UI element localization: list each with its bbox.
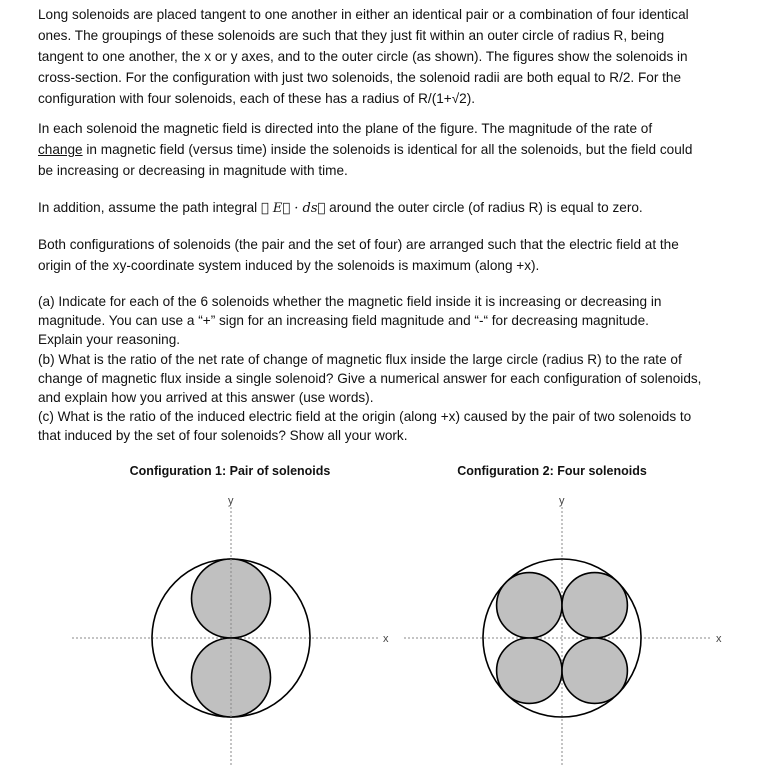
text-line: (c) What is the ratio of the induced electric field at the origin (along +x) caused by the pair of two solenoids to [38,409,692,425]
figure2-title: Configuration 2: Four solenoids [457,464,647,478]
text-line: cross-section. For the configuration with just two solenoids, the solenoid radii are both equal to R/2. For the [38,70,682,85]
solenoid-top-right [562,573,627,638]
solenoid-bottom-left [497,638,562,703]
text-span: in magnetic field (versus time) inside the solenoids is identical for all the solenoids, but the field could [82,142,693,157]
solenoid-top [192,559,271,638]
x-axis-label: x [716,633,722,645]
figure1-diagram [72,495,389,767]
solenoid-top-left [497,573,562,638]
text-line: that induced by the set of four solenoids? Show all your work. [38,428,408,444]
text-span: In addition, assume the path integral [38,200,261,215]
text-line: Long solenoids are placed tangent to one another in either an identical pair or a combination of four identical [38,7,689,22]
text-line: and explain how you arrived at this answer (use words). [38,390,374,406]
text-line: origin of the xy-coordinate system induced by the solenoids is maximum (along +x). [38,258,540,273]
text-line: magnitude. You can use a “+” sign for an increasing field magnitude and “-“ for decreasing magnitude. [38,313,649,329]
y-axis-label: y [228,495,234,507]
text-line: tangent to one another, the x or y axes, and to the outer circle (as shown). The figures show the solenoids in [38,49,688,64]
solenoid-bottom-right [562,638,627,703]
path-integral: ∮ E⃗ · ds⃗ [260,201,326,216]
figure1-title: Configuration 1: Pair of solenoids [129,464,331,478]
x-axis-label: x [383,633,389,645]
text-line: In each solenoid the magnetic field is directed into the plane of the figure. The magnitude of the rate of [38,121,653,136]
text-line: configuration with four solenoids, each of these has a radius of R/(1+√2). [38,91,476,106]
text-line: (a) Indicate for each of the 6 solenoids whether the magnetic field inside it is increasing or decreasing in [38,294,662,309]
text-span: around the outer circle (of radius R) is equal to zero. [325,200,643,215]
underlined-word: change [38,142,83,157]
text-line: (b) What is the ratio of the net rate of change of magnetic flux inside the large circle (radius R) to the rate of [38,351,682,367]
text-line: change of magnetic flux inside a single solenoid? Give a numerical answer for each configuration of solenoids, [38,370,702,386]
figure2-diagram [404,495,722,767]
text-line: ones. The groupings of these solenoids are such that they just fit within an outer circle of radius R, being [38,28,665,43]
text-line: be increasing or decreasing in magnitude with time. [38,163,348,178]
y-axis-label: y [559,495,565,507]
text-line: Explain your reasoning. [38,332,181,348]
solenoid-bottom [192,638,271,717]
text-line: Both configurations of solenoids (the pair and the set of four) are arranged such that the electric field at the [38,237,679,252]
